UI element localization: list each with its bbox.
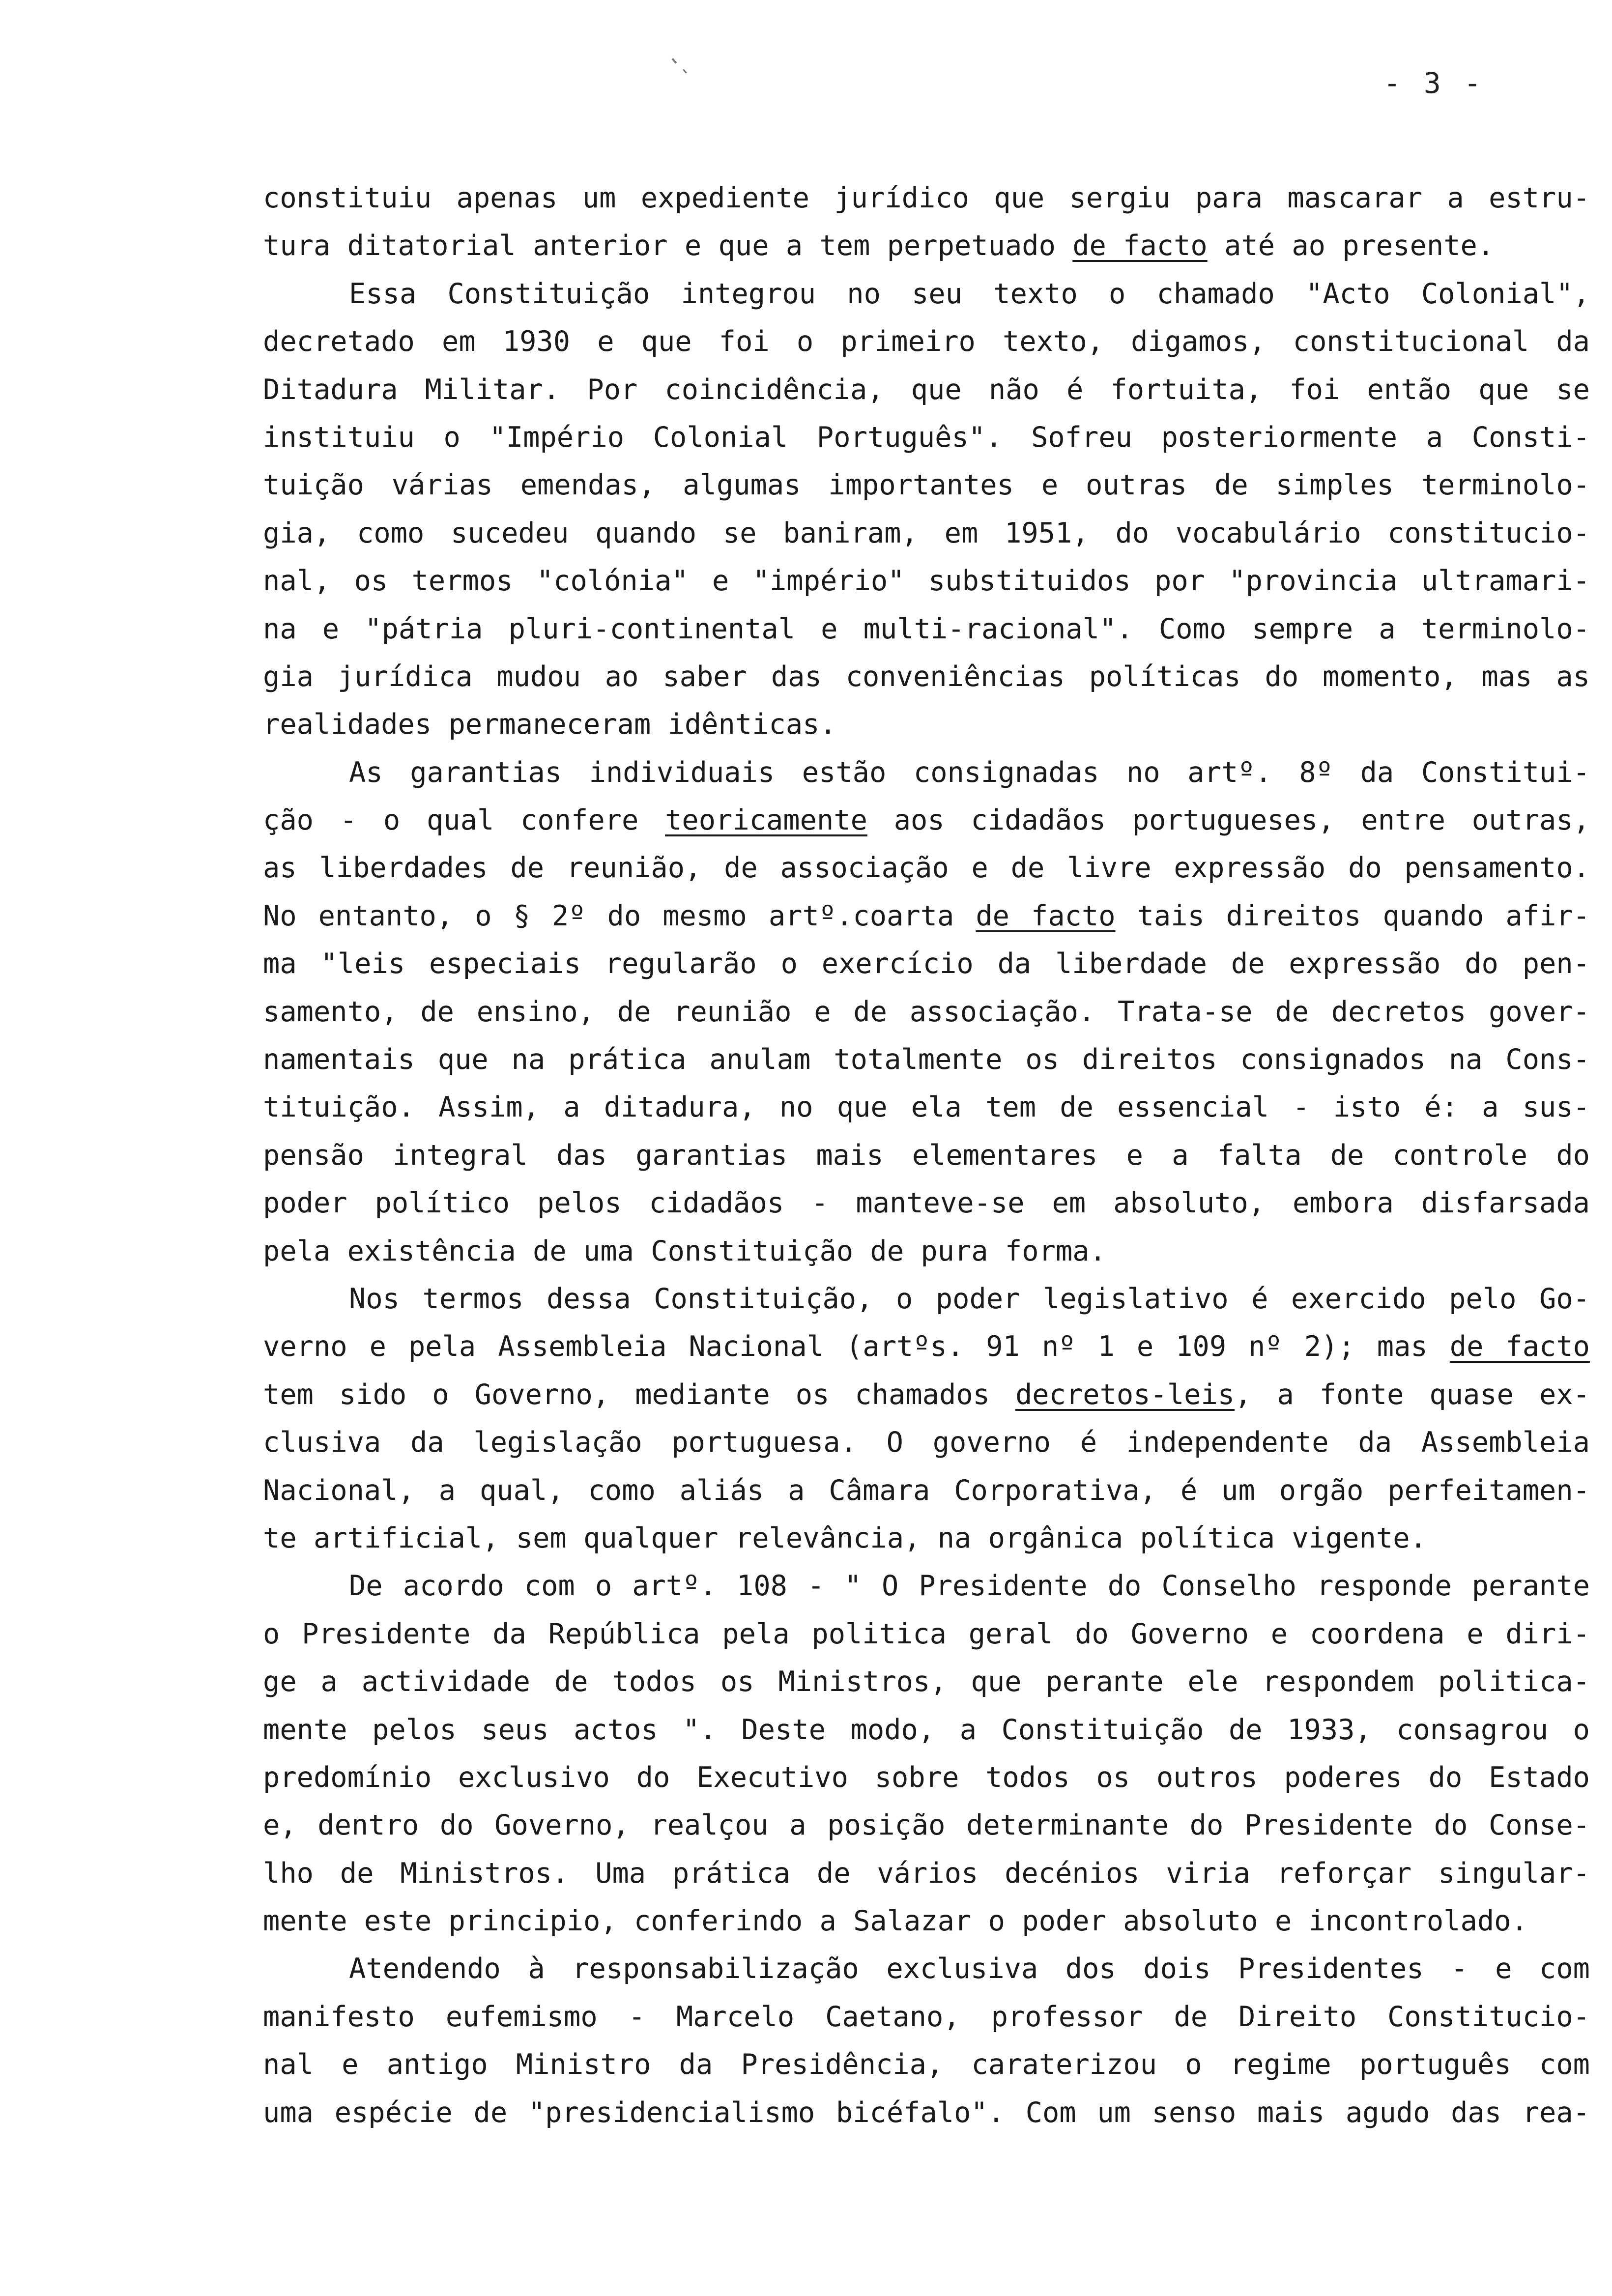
text-line: mente este principio, conferindo a Salazar o poder absoluto e incontrolado. [263,1905,1528,1938]
text-line: verno e pela Assembleia Nacional (artºs. 91 nº 1 e 109 nº 2); mas de facto [263,1330,1590,1363]
text-line: te artificial, sem qualquer relevância, na orgânica política vigente. [263,1521,1427,1554]
underlined-phrase: decretos-leis [1015,1378,1235,1411]
text-line: instituiu o "Império Colonial Português". Sofreu posteriormente a Consti- [263,421,1590,454]
text-line: predomínio exclusivo do Executivo sobre todos os outros poderes do Estado [263,1761,1590,1794]
typewritten-body [263,174,1590,2137]
text-line: Nos termos dessa Constituição, o poder legislativo é exercido pelo Go- [349,1282,1590,1315]
text-line: Atendendo à responsabilização exclusiva dos dois Presidentes - e com [349,1952,1590,1985]
text-line: e, dentro do Governo, realçou a posição determinante do Presidente do Conse- [263,1809,1590,1842]
text-line: Ditadura Militar. Por coincidência, que não é fortuita, foi então que se [263,373,1590,406]
underlined-phrase: teoricamente [665,804,867,837]
text-line: poder político pelos cidadãos - manteve-se em absoluto, embora disfarsada [263,1187,1590,1220]
text-line: As garantias individuais estão consignadas no artº. 8º da Constitui- [349,756,1590,789]
text-line: nal e antigo Ministro da Presidência, caraterizou o regime português com [263,2048,1590,2081]
text-line: na e "pátria pluri-continental e multi-racional". Como sempre a terminolo- [263,612,1590,645]
text-line: realidades permaneceram idênticas. [263,708,836,741]
underlined-phrase: de facto [1449,1330,1590,1363]
scan-speck [672,58,677,64]
text-line: ção - o qual confere teoricamente aos cidadãos portugueses, entre outras, [263,804,1590,837]
text-line: gia jurídica mudou ao saber das conveniências políticas do momento, mas as [263,660,1590,693]
text-line: tituição. Assim, a ditadura, no que ela tem de essencial - isto é: a sus- [263,1091,1590,1124]
text-line: manifesto eufemismo - Marcelo Caetano, professor de Direito Constitucio- [263,2000,1590,2033]
text-line: uma espécie de "presidencialismo bicéfalo". Com um senso mais agudo das rea- [263,2096,1590,2129]
text-line: namentais que na prática anulam totalmente os direitos consignados na Cons- [263,1043,1590,1076]
text-line: as liberdades de reunião, de associação e de livre expressão do pensamento. [263,852,1590,885]
text-line: ma "leis especiais regularão o exercício da liberdade de expressão do pen- [263,947,1590,980]
text-line: samento, de ensino, de reunião e de associação. Trata-se de decretos gover- [263,995,1590,1028]
text-line: constituiu apenas um expediente jurídico que sergiu para mascarar a estru- [263,182,1590,214]
text-line: Nacional, a qual, como aliás a Câmara Corporativa, é um orgão perfeitamen- [263,1474,1590,1507]
text-line: De acordo com o artº. 108 - " O Presidente do Conselho responde perante [349,1570,1590,1603]
underlined-phrase: de facto [1072,230,1208,262]
text-line: No entanto, o § 2º do mesmo artº.coarta de facto tais direitos quando afir- [263,899,1590,932]
text-line: clusiva da legislação portuguesa. O governo é independente da Assembleia [263,1426,1590,1459]
text-line: ge a actividade de todos os Ministros, que perante ele respondem politica- [263,1665,1590,1698]
text-line: lho de Ministros. Uma prática de vários decénios viria reforçar singular- [263,1857,1590,1890]
scan-speck [683,69,687,74]
text-line: tura ditatorial anterior e que a tem perpetuado de facto até ao presente. [263,230,1495,262]
text-line: tem sido o Governo, mediante os chamados decretos-leis, a fonte quase ex- [263,1378,1590,1411]
text-line: pela existência de uma Constituição de pura forma. [263,1234,1106,1267]
underlined-phrase: de facto [976,899,1116,932]
text-line: tuição várias emendas, algumas importantes e outras de simples terminolo- [263,469,1590,502]
text-line: mente pelos seus actos ". Deste modo, a Constituição de 1933, consagrou o [263,1713,1590,1746]
text-line: gia, como sucedeu quando se baniram, em 1951, do vocabulário constitucio- [263,517,1590,549]
text-line: Essa Constituição integrou no seu texto o chamado "Acto Colonial", [349,277,1590,310]
text-line: o Presidente da República pela politica geral do Governo e coordena e diri- [263,1617,1590,1650]
page-number: - 3 - [1383,66,1484,100]
text-line: nal, os termos "colónia" e "império" substituidos por "provincia ultramari- [263,565,1590,598]
text-line: decretado em 1930 e que foi o primeiro texto, digamos, constitucional da [263,325,1590,358]
text-line: pensão integral das garantias mais elementares e a falta de controle do [263,1139,1590,1172]
